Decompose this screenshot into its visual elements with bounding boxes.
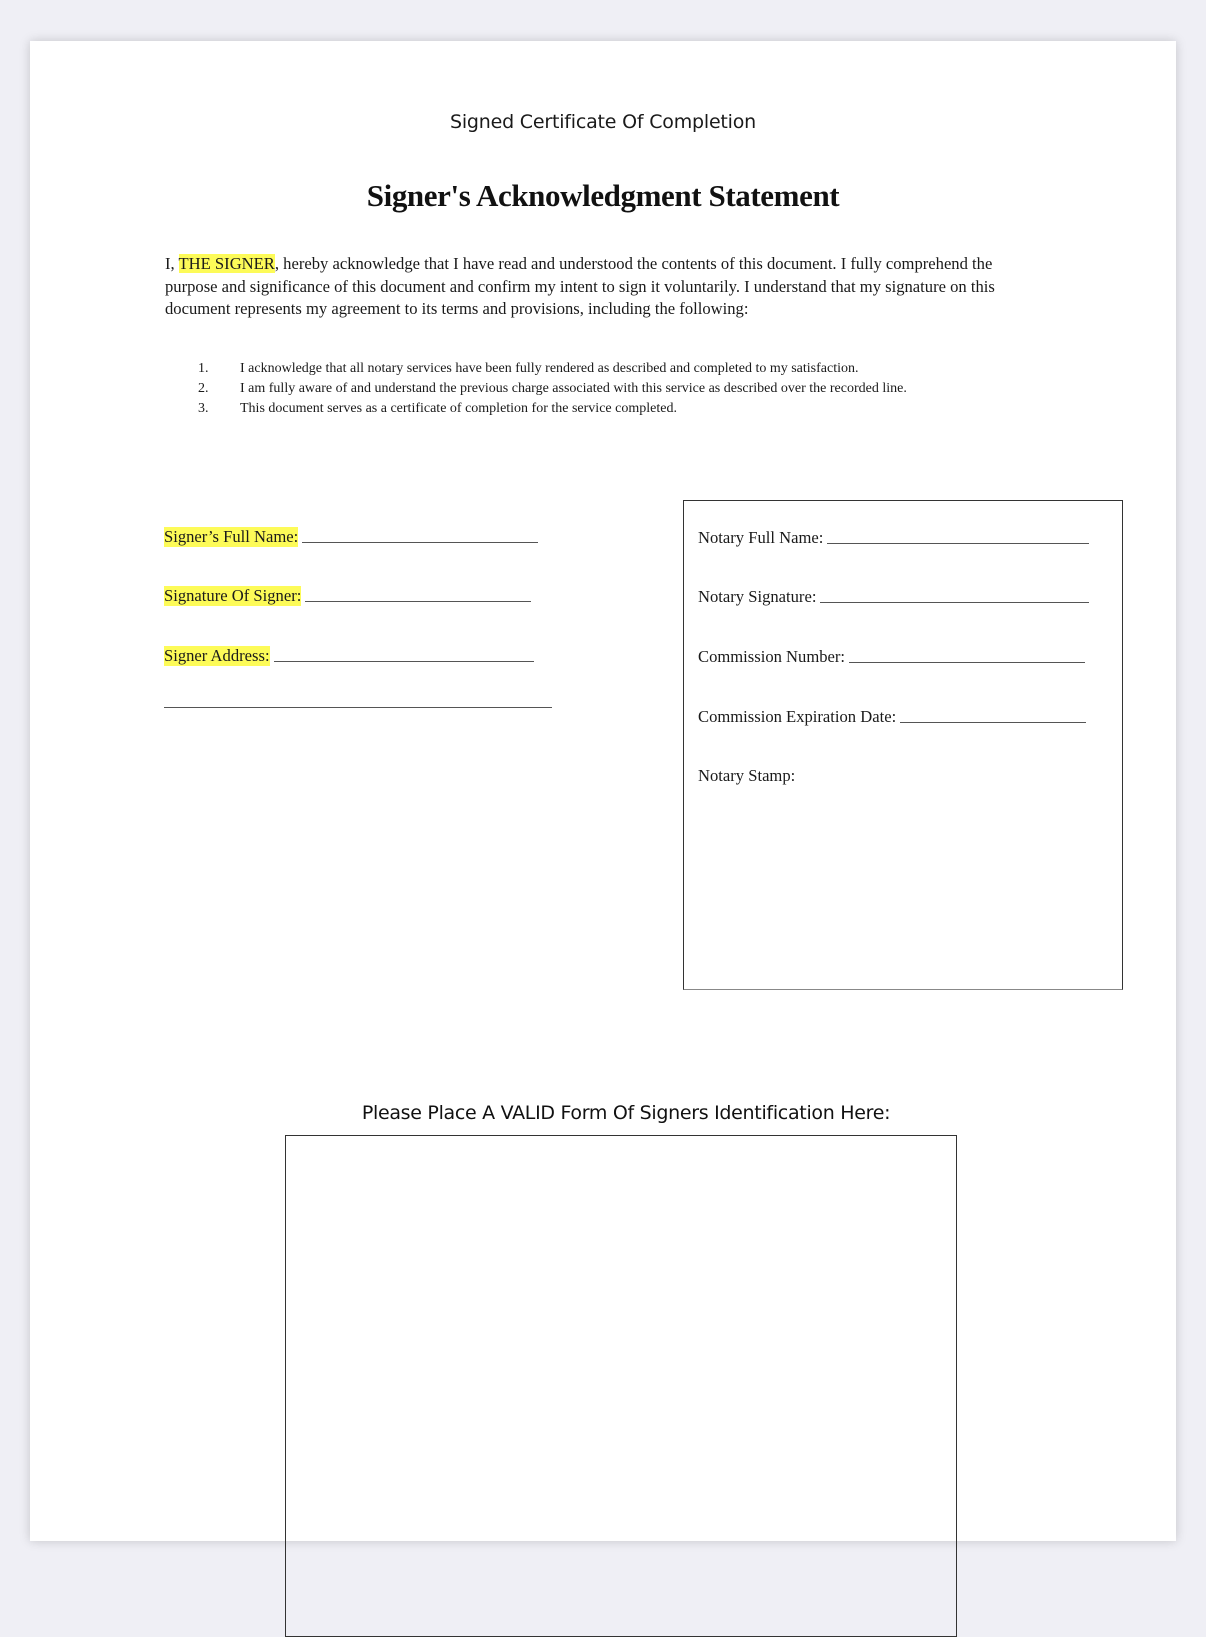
signer-full-name-input[interactable] — [302, 541, 538, 543]
commission-number-label: Commission Number: — [698, 647, 846, 666]
notary-signature-input[interactable] — [820, 601, 1089, 603]
commission-expiration-date-input[interactable] — [900, 721, 1086, 723]
header-title: Signed Certificate Of Completion — [449, 111, 757, 133]
signer-address-input[interactable] — [274, 660, 534, 662]
term-item — [190, 379, 1030, 399]
identification-section-label: Please Place A VALID Form Of Signers Identification Here: — [361, 1102, 891, 1124]
commission-number-field — [698, 647, 1085, 667]
signer-placeholder-highlight: THE SIGNER — [178, 254, 275, 273]
signer-full-name-field — [164, 527, 538, 547]
commission-expiration-date-label: Commission Expiration Date: — [698, 707, 897, 726]
intro-prefix: I, — [165, 254, 179, 273]
identification-placement-box[interactable] — [285, 1135, 957, 1637]
notary-section-box — [683, 500, 1123, 990]
signer-address-label: Signer Address: — [164, 646, 270, 665]
commission-expiration-date-field — [698, 707, 1086, 727]
signer-address-line-2-field — [164, 706, 552, 712]
signature-of-signer-label: Signature Of Signer: — [164, 586, 302, 605]
term-text: This document serves as a certificate of completion for the service completed. — [240, 400, 677, 416]
signer-address-line-2-input[interactable] — [164, 706, 552, 708]
document-title: Signer's Acknowledgment Statement — [366, 178, 840, 213]
signature-of-signer-field — [164, 586, 531, 606]
notary-stamp-field — [698, 766, 795, 786]
notary-signature-label: Notary Signature: — [698, 587, 817, 606]
signature-of-signer-input[interactable] — [305, 600, 531, 602]
acknowledgment-paragraph — [165, 253, 1045, 321]
term-number: 3. — [198, 400, 209, 416]
term-number: 2. — [198, 380, 209, 396]
notary-full-name-field — [698, 528, 1089, 548]
term-number: 1. — [198, 361, 209, 376]
document-page — [30, 41, 1176, 1541]
notary-full-name-label: Notary Full Name: — [698, 528, 824, 547]
notary-full-name-input[interactable] — [827, 542, 1089, 544]
terms-list — [190, 359, 1030, 418]
term-item — [190, 399, 1030, 419]
term-text: I am fully aware of and understand the previous charge associated with this service as described over the recorded line. — [240, 380, 907, 396]
notary-signature-field — [698, 587, 1089, 607]
term-text: I acknowledge that all notary services have been fully rendered as described and completed to my satisfaction. — [240, 361, 859, 376]
notary-stamp-label: Notary Stamp: — [698, 766, 796, 785]
term-item — [190, 359, 1030, 379]
intro-text: , hereby acknowledge that I have read and understood the contents of this document. I fully comprehend the purpose and significance of this document and confirm my intent to sign it voluntarily. I understand that my signature on this document represents my agreement to its terms and provisions, including the following: — [165, 254, 995, 318]
signer-full-name-label: Signer’s Full Name: — [164, 527, 299, 546]
signer-address-field — [164, 646, 534, 666]
commission-number-input[interactable] — [849, 661, 1085, 663]
